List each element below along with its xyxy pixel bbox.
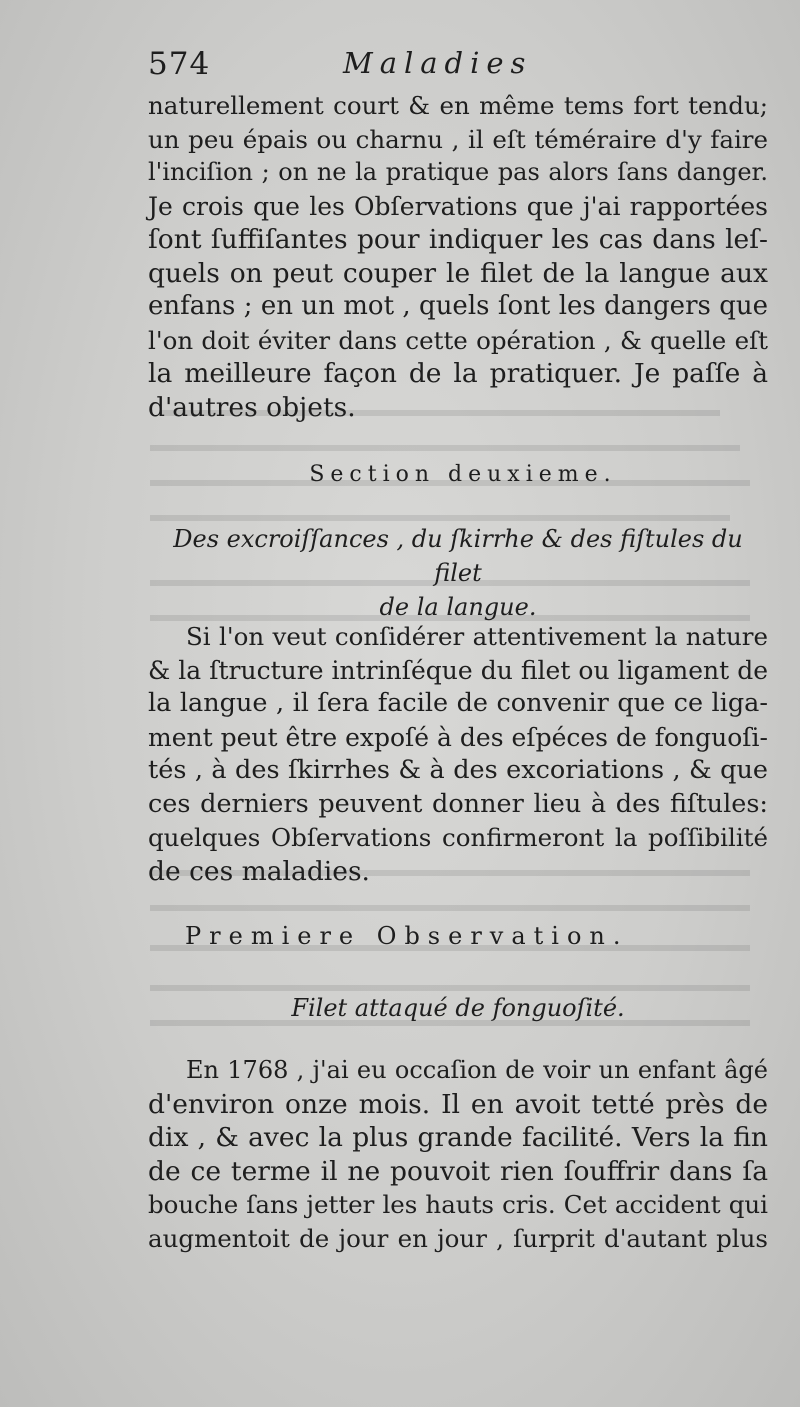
text-line: l'on doit éviter dans cette opération , & quelle eſt: [148, 325, 768, 355]
observation-heading: Premiere Observation.: [185, 922, 629, 950]
observation-subtitle: Filet attaqué de fonguoſité.: [291, 994, 625, 1022]
section-subtitle-line: de la langue.: [379, 593, 537, 621]
text-line: Si l'on veut conſidérer attentivement la nature: [186, 622, 768, 651]
text-line: ces derniers peuvent donner lieu à des fiſtules:: [148, 788, 768, 819]
text-line: augmentoit de jour en jour , ſurprit d'autant plus: [148, 1223, 768, 1253]
text-line: dix , & avec la plus grande facilité. Vers la fin: [148, 1122, 768, 1153]
text-line: d'environ onze mois. Il en avoit tetté près de: [148, 1088, 768, 1120]
text-line: l'inciſion ; on ne la pratique pas alors ſans danger.: [148, 158, 768, 186]
text-line: Je crois que les Obſervations que j'ai rapportées: [148, 191, 768, 221]
page-number: 574: [148, 46, 211, 82]
text-line: un peu épais ou charnu , il eſt téméraire d'y faire: [148, 124, 768, 154]
section-heading: Section deuxieme.: [309, 462, 617, 487]
text-line: quels on peut couper le filet de la langue aux: [148, 257, 768, 289]
text-line: de ce terme il ne pouvoit rien ſouffrir dans ſa: [148, 1155, 768, 1187]
section-subtitle-line: Des excroiſſances , du ſkirrhe & des fiſtules du filet: [173, 525, 743, 587]
paragraph-continuation: [148, 89, 768, 424]
running-title: Maladies: [343, 46, 533, 80]
paragraph-section-intro: [148, 620, 768, 888]
section-subtitle: [148, 522, 768, 624]
text-line: bouche ſans jetter les hauts cris. Cet accident qui: [148, 1190, 768, 1219]
text-line: ment peut être expoſé à des eſpéces de fonguoſi-: [148, 722, 768, 752]
text-line: quelques Obſervations confirmeront la poſſibilité: [148, 823, 768, 852]
text-line: la meilleure façon de la pratiquer. Je paſſe à: [148, 358, 768, 389]
text-line: En 1768 , j'ai eu occaſion de voir un enfant âgé: [186, 1056, 768, 1084]
text-line: & la ſtructure intrinſéque du filet ou ligament de: [148, 655, 768, 685]
running-head: [148, 44, 778, 88]
text-line: la langue , il ſera facile de convenir que ce liga-: [148, 688, 768, 718]
text-line: tés , à des ſkirrhes & à des excoriations , & que: [148, 755, 768, 785]
text-line: naturellement court & en même tems fort tendu;: [148, 91, 768, 120]
text-line: d'autres objets.: [148, 391, 356, 423]
text-line: ſont ſuffiſantes pour indiquer les cas dans leſ-: [148, 224, 768, 255]
paragraph-observation: [148, 1054, 768, 1255]
text-line: enfans ; en un mot , quels ſont les dangers que: [148, 291, 768, 321]
text-line: de ces maladies.: [148, 855, 370, 887]
